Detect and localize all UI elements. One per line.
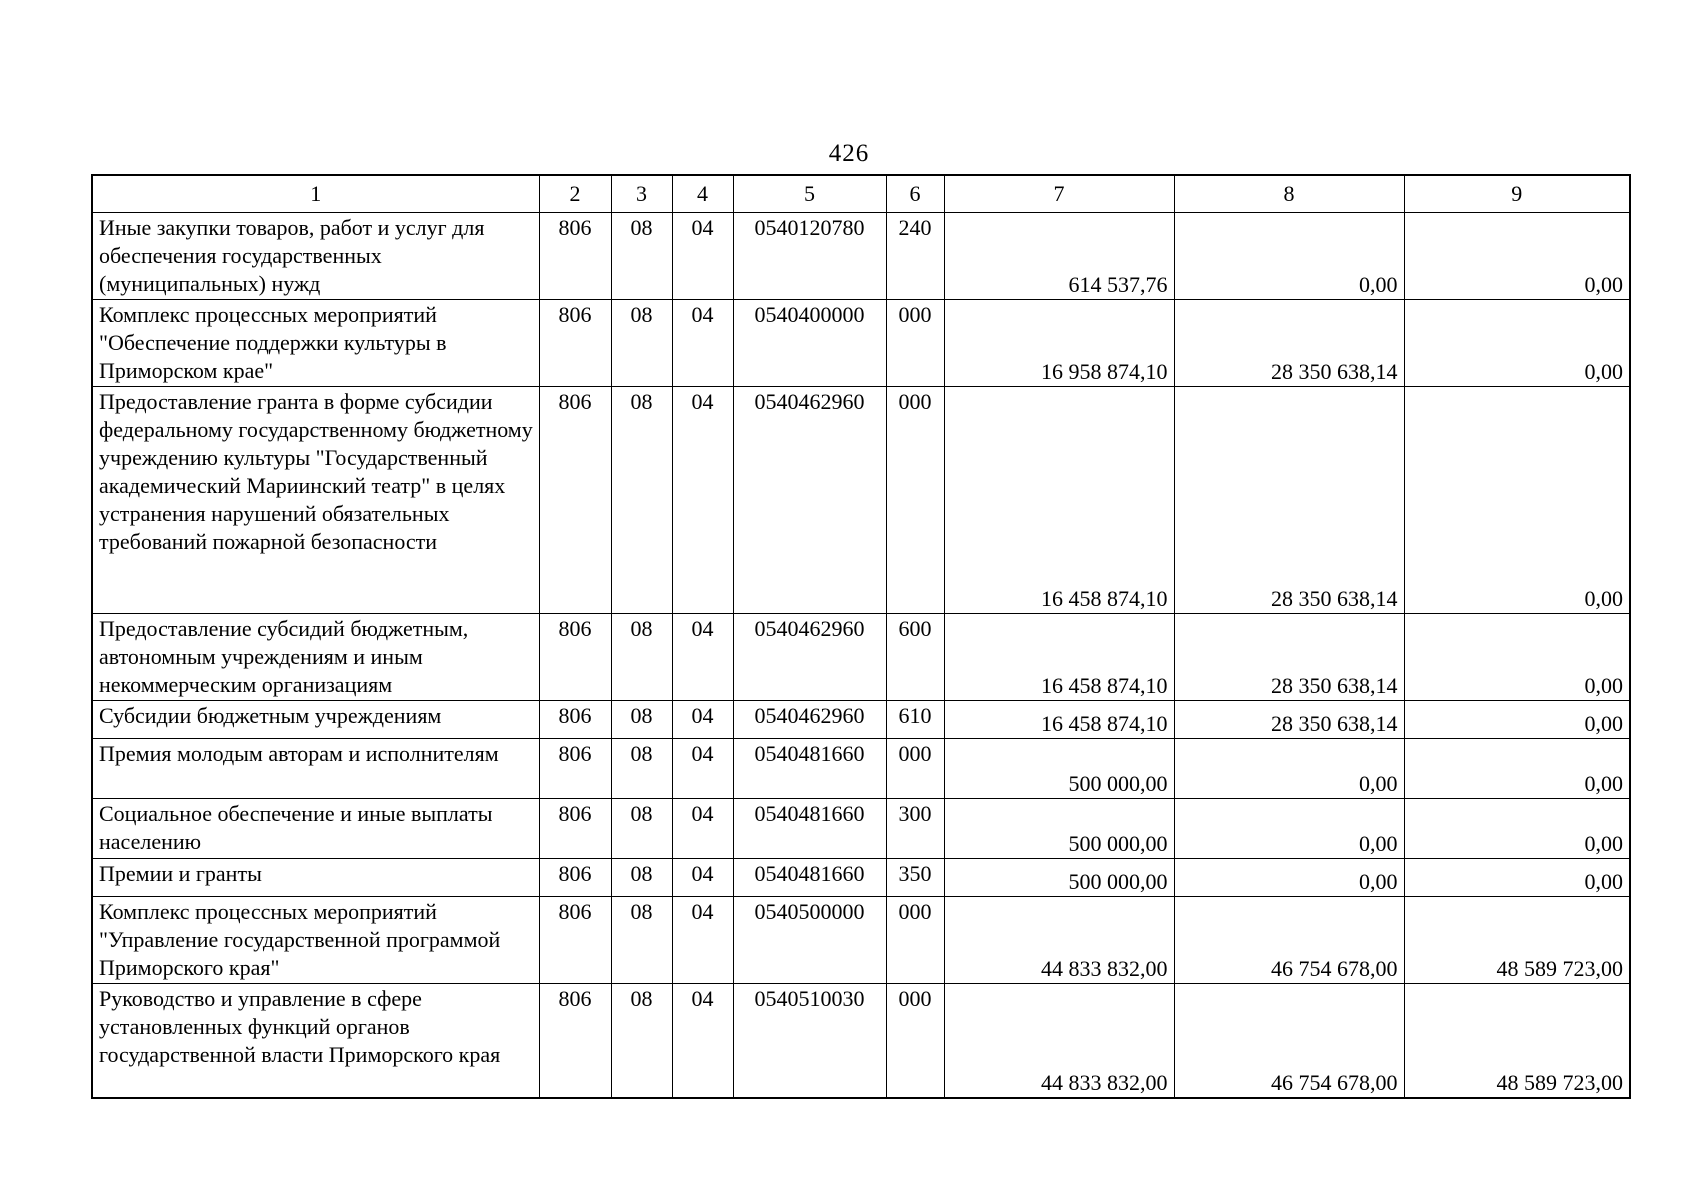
table-row [92,701,1630,739]
header-cell: 6 [886,175,944,213]
row-name: Премия молодым авторам и исполнителям [92,739,539,799]
row-name: Комплекс процессных мероприятий "Обеспечение поддержки культуры в Приморском крае" [92,300,539,387]
table-row [92,984,1630,1098]
cell-col3: 08 [611,387,672,614]
cell-col9: 0,00 [1404,300,1630,387]
cell-col9: 0,00 [1404,739,1630,799]
header-cell: 8 [1174,175,1404,213]
cell-col2: 806 [539,701,611,739]
cell-col7: 44 833 832,00 [944,897,1174,984]
row-name: Комплекс процессных мероприятий "Управление государственной программой Приморского края" [92,897,539,984]
cell-col7: 500 000,00 [944,859,1174,897]
cell-col4: 04 [672,897,733,984]
header-cell: 2 [539,175,611,213]
cell-col6: 240 [886,213,944,300]
cell-col8: 28 350 638,14 [1174,387,1404,614]
row-name: Иные закупки товаров, работ и услуг для обеспечения государственных (муниципальных) нужд [92,213,539,300]
cell-col4: 04 [672,799,733,859]
table-row [92,799,1630,859]
row-name: Предоставление субсидий бюджетным, автономным учреждениям и иным некоммерческим организациям [92,614,539,701]
cell-col7: 44 833 832,00 [944,984,1174,1098]
table-row [92,614,1630,701]
cell-col8: 46 754 678,00 [1174,897,1404,984]
cell-col9: 48 589 723,00 [1404,984,1630,1098]
cell-col6: 600 [886,614,944,701]
row-name: Субсидии бюджетным учреждениям [92,701,539,739]
cell-col8: 28 350 638,14 [1174,300,1404,387]
cell-col5: 0540481660 [733,859,886,897]
cell-col3: 08 [611,859,672,897]
cell-col9: 0,00 [1404,387,1630,614]
cell-col7: 614 537,76 [944,213,1174,300]
cell-col5: 0540510030 [733,984,886,1098]
cell-col4: 04 [672,739,733,799]
cell-col5: 0540400000 [733,300,886,387]
table-row [92,859,1630,897]
cell-col6: 610 [886,701,944,739]
cell-col4: 04 [672,614,733,701]
cell-col5: 0540462960 [733,614,886,701]
cell-col5: 0540120780 [733,213,886,300]
cell-col4: 04 [672,387,733,614]
cell-col2: 806 [539,300,611,387]
cell-col2: 806 [539,213,611,300]
cell-col5: 0540481660 [733,799,886,859]
cell-col8: 0,00 [1174,739,1404,799]
cell-col2: 806 [539,614,611,701]
cell-col2: 806 [539,984,611,1098]
header-cell: 9 [1404,175,1630,213]
cell-col9: 0,00 [1404,213,1630,300]
cell-col9: 0,00 [1404,614,1630,701]
table-row [92,897,1630,984]
cell-col6: 000 [886,387,944,614]
budget-table [91,174,1631,1099]
header-cell: 1 [92,175,539,213]
cell-col7: 16 458 874,10 [944,387,1174,614]
cell-col8: 28 350 638,14 [1174,701,1404,739]
cell-col3: 08 [611,897,672,984]
cell-col6: 000 [886,984,944,1098]
cell-col2: 806 [539,859,611,897]
cell-col7: 16 958 874,10 [944,300,1174,387]
cell-col6: 350 [886,859,944,897]
cell-col2: 806 [539,387,611,614]
cell-col2: 806 [539,799,611,859]
cell-col5: 0540462960 [733,701,886,739]
cell-col4: 04 [672,984,733,1098]
cell-col9: 0,00 [1404,799,1630,859]
cell-col3: 08 [611,984,672,1098]
cell-col7: 16 458 874,10 [944,701,1174,739]
cell-col4: 04 [672,859,733,897]
cell-col3: 08 [611,614,672,701]
table-row [92,300,1630,387]
cell-col9: 48 589 723,00 [1404,897,1630,984]
cell-col8: 46 754 678,00 [1174,984,1404,1098]
cell-col7: 16 458 874,10 [944,614,1174,701]
cell-col5: 0540462960 [733,387,886,614]
cell-col3: 08 [611,799,672,859]
cell-col2: 806 [539,897,611,984]
header-cell: 3 [611,175,672,213]
row-name: Руководство и управление в сфере установленных функций органов государственной власти Приморского края [92,984,539,1098]
table-row [92,387,1630,614]
cell-col7: 500 000,00 [944,799,1174,859]
cell-col8: 0,00 [1174,213,1404,300]
table-row [92,213,1630,300]
table-row [92,739,1630,799]
cell-col9: 0,00 [1404,701,1630,739]
cell-col5: 0540500000 [733,897,886,984]
cell-col9: 0,00 [1404,859,1630,897]
cell-col4: 04 [672,701,733,739]
cell-col8: 28 350 638,14 [1174,614,1404,701]
row-name: Премии и гранты [92,859,539,897]
cell-col3: 08 [611,739,672,799]
row-name: Предоставление гранта в форме субсидии федеральному государственному бюджетному учреждению культуры "Государственный академический Мариинский театр" в целях устранения нарушений обязательных требований пожарной безопасности [92,387,539,614]
cell-col3: 08 [611,213,672,300]
cell-col8: 0,00 [1174,859,1404,897]
header-cell: 4 [672,175,733,213]
cell-col7: 500 000,00 [944,739,1174,799]
cell-col4: 04 [672,213,733,300]
cell-col4: 04 [672,300,733,387]
header-row [92,175,1630,213]
cell-col3: 08 [611,701,672,739]
row-name: Социальное обеспечение и иные выплаты населению [92,799,539,859]
cell-col5: 0540481660 [733,739,886,799]
cell-col6: 000 [886,300,944,387]
cell-col8: 0,00 [1174,799,1404,859]
cell-col2: 806 [539,739,611,799]
header-cell: 5 [733,175,886,213]
cell-col6: 000 [886,739,944,799]
header-cell: 7 [944,175,1174,213]
page-number: 426 [828,140,870,167]
cell-col3: 08 [611,300,672,387]
cell-col6: 300 [886,799,944,859]
cell-col6: 000 [886,897,944,984]
